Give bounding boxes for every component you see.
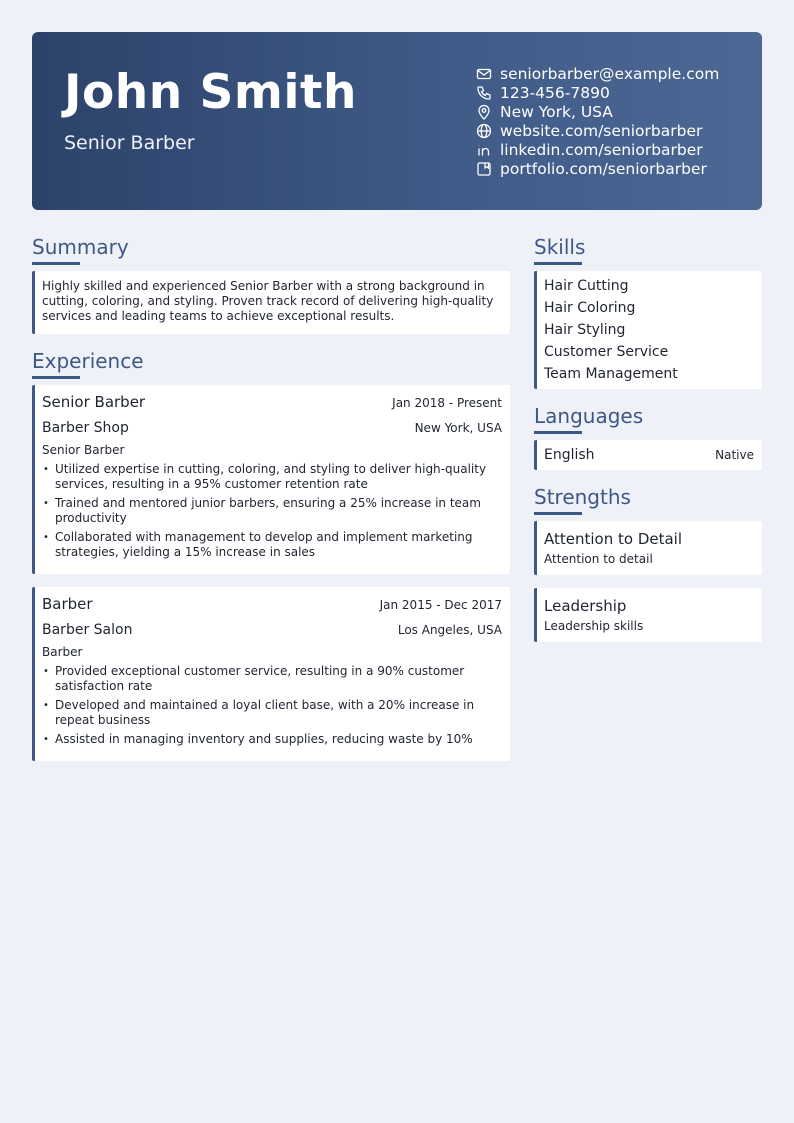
job-bullets <box>42 664 502 747</box>
strengths-heading: Strengths <box>534 485 762 515</box>
linkedin-icon <box>476 142 492 158</box>
contact-phone-text: 123-456-7890 <box>500 83 610 102</box>
contact-location <box>476 102 719 121</box>
contact-location-text: New York, USA <box>500 102 613 121</box>
location-icon <box>476 104 492 120</box>
right-column <box>534 235 762 655</box>
contact-portfolio-text: portfolio.com/seniorbarber <box>500 159 707 178</box>
job-location: New York, USA <box>414 421 502 435</box>
job-bullet: • Provided exceptional customer service, resulting in a 90% customer satisfaction rate <box>42 664 502 694</box>
strength-title: Leadership <box>544 597 627 615</box>
skill-item: Hair Styling <box>544 322 626 338</box>
job-role: Barber <box>42 645 83 659</box>
mail-icon <box>476 66 492 82</box>
globe-icon <box>476 123 492 139</box>
strengths-section <box>534 485 762 642</box>
contact-email[interactable] <box>476 64 719 83</box>
languages-section <box>534 404 762 470</box>
job-company: Barber Shop <box>42 420 129 436</box>
phone-icon <box>476 85 492 101</box>
language-item <box>534 440 762 470</box>
skills-section <box>534 235 762 389</box>
candidate-name: John Smith <box>64 65 357 120</box>
strength-item <box>534 588 762 642</box>
job-role: Senior Barber <box>42 443 125 457</box>
skill-item: Hair Coloring <box>544 300 636 316</box>
job-company: Barber Salon <box>42 622 133 638</box>
job-bullet: • Assisted in managing inventory and supplies, reducing waste by 10% <box>42 732 502 747</box>
job-location: Los Angeles, USA <box>397 623 502 637</box>
job-date: Jan 2015 - Dec 2017 <box>379 598 502 612</box>
contact-website[interactable] <box>476 121 719 140</box>
experience-section <box>32 349 510 761</box>
resume-header <box>32 32 762 210</box>
job-title: Barber <box>42 595 93 613</box>
skills-heading: Skills <box>534 235 762 265</box>
skill-item: Team Management <box>544 366 678 382</box>
skill-item: Customer Service <box>544 344 669 360</box>
strength-title: Attention to Detail <box>544 530 683 548</box>
job-bullet: • Collaborated with management to develop and implement marketing strategies, yielding a 15% increase in sales <box>42 530 502 560</box>
job-entry <box>32 385 510 574</box>
portfolio-icon <box>476 161 492 177</box>
languages-heading: Languages <box>534 404 762 434</box>
left-column <box>32 235 510 774</box>
skills-list <box>534 271 762 389</box>
contact-linkedin-text: linkedin.com/seniorbarber <box>500 140 703 159</box>
job-bullet: • Trained and mentored junior barbers, ensuring a 25% increase in team productivity <box>42 496 502 526</box>
job-bullets <box>42 462 502 560</box>
job-bullet: • Developed and maintained a loyal client base, with a 20% increase in repeat business <box>42 698 502 728</box>
contact-phone[interactable] <box>476 83 719 102</box>
experience-heading: Experience <box>32 349 510 379</box>
job-entry <box>32 587 510 761</box>
job-date: Jan 2018 - Present <box>392 396 502 410</box>
strength-desc: Attention to detail <box>544 552 653 566</box>
contact-portfolio[interactable] <box>476 159 719 178</box>
summary-heading: Summary <box>32 235 510 265</box>
language-name: English <box>544 447 595 463</box>
summary-section <box>32 235 510 334</box>
contact-list <box>476 64 719 178</box>
strength-desc: Leadership skills <box>544 619 644 633</box>
contact-website-text: website.com/seniorbarber <box>500 121 703 140</box>
contact-email-text: seniorbarber@example.com <box>500 64 720 83</box>
candidate-title: Senior Barber <box>64 132 195 154</box>
skill-item: Hair Cutting <box>544 278 629 294</box>
contact-linkedin[interactable] <box>476 140 719 159</box>
language-level: Native <box>715 448 754 462</box>
summary-text: Highly skilled and experienced Senior Barber with a strong background in cutting, coloring, and styling. Proven track record of delivering high-quality services and leading teams to achieve exceptional results. <box>32 271 510 334</box>
job-title: Senior Barber <box>42 393 146 411</box>
job-bullet: • Utilized expertise in cutting, coloring, and styling to deliver high-quality services, resulting in a 95% customer retention rate <box>42 462 502 492</box>
strength-item <box>534 521 762 575</box>
